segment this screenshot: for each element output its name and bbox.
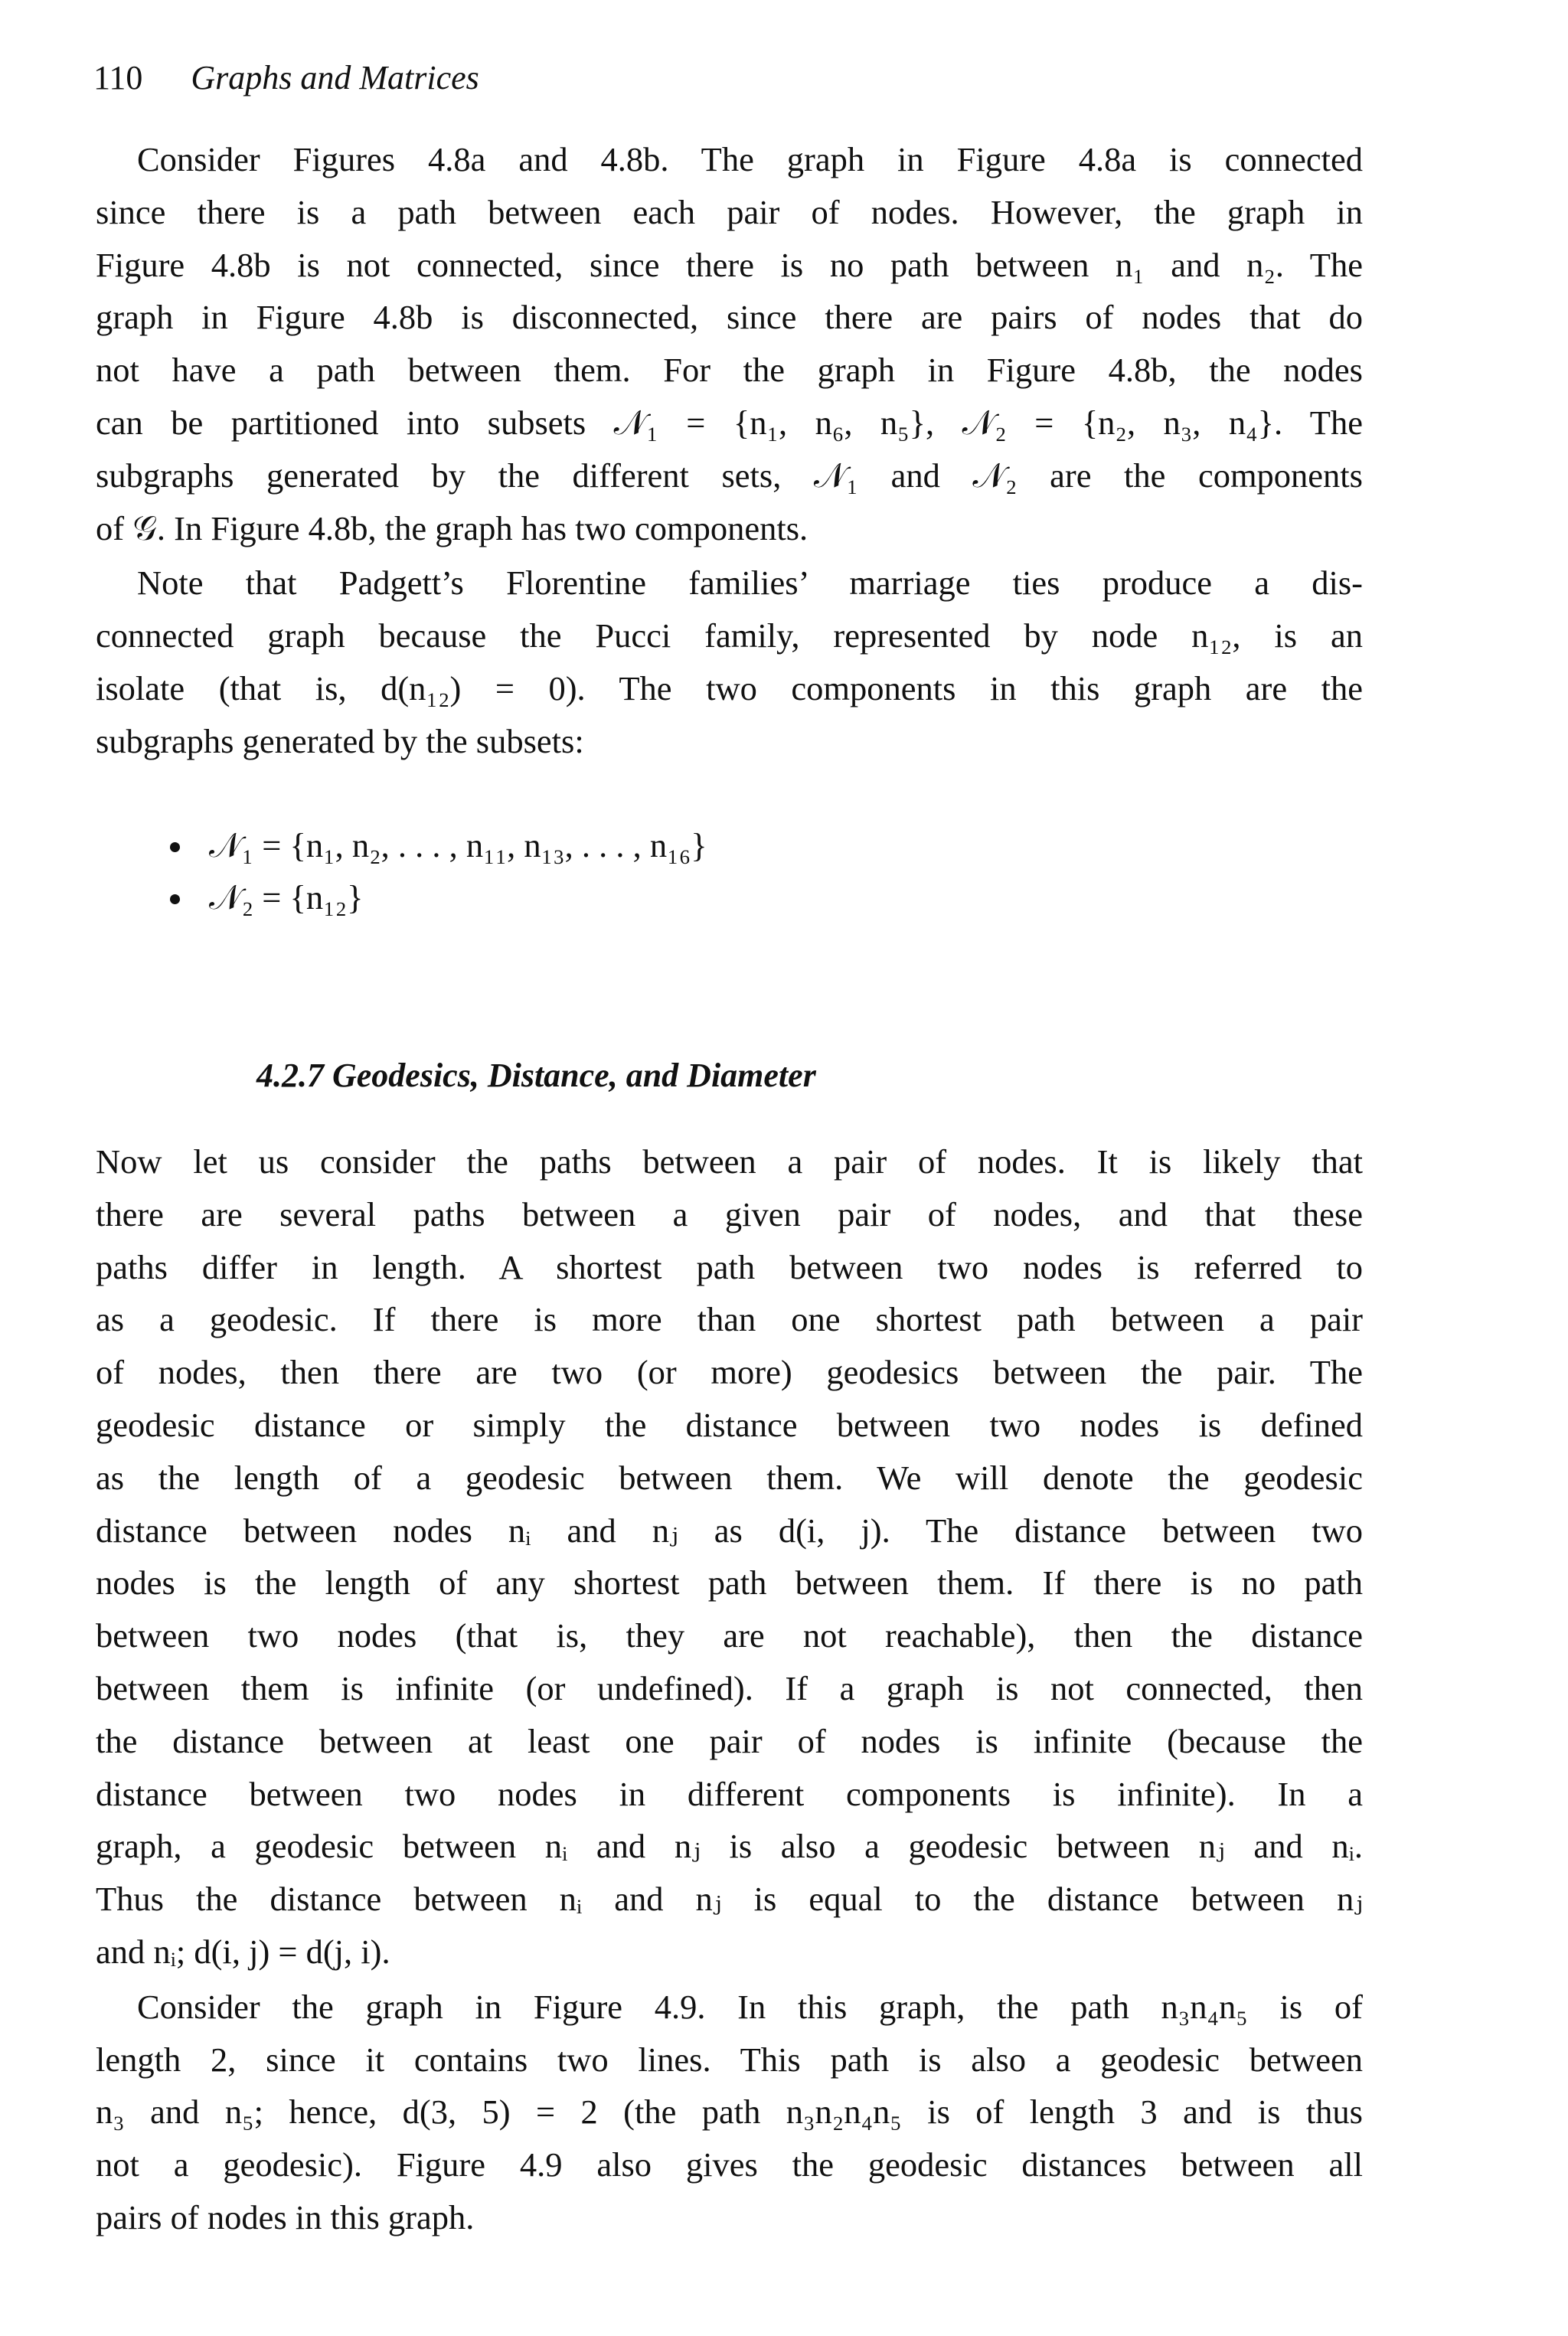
bullet-list-wrap <box>96 819 1363 923</box>
text-line: n₃ and n₅; hence, d(3, 5) = 2 (the path n₃n₂n₄n₅ is of length 3 and is thus <box>96 2093 1363 2132</box>
text-line: Now let us consider the paths between a pair of nodes. It is likely that <box>96 1142 1363 1181</box>
text-line: there are several paths between a given pair of nodes, and that these <box>96 1194 1363 1233</box>
text-line: pairs of nodes in this graph. <box>96 2197 475 2236</box>
text-line: Consider the graph in Figure 4.9. In this graph, the path n₃n₄n₅ is of <box>137 1987 1363 2026</box>
text-line: isolate (that is, d(n₁₂) = 0). The two components in this graph are the <box>96 668 1363 707</box>
paragraph <box>96 557 1363 767</box>
section-1-text <box>96 133 1363 768</box>
text-line: as the length of a geodesic between them. We will denote the geodesic <box>96 1458 1363 1497</box>
text-line: distance between two nodes in different components is infinite). In a <box>96 1774 1363 1813</box>
text-line: subgraphs generated by the subsets: <box>96 721 584 760</box>
paragraph <box>96 133 1363 554</box>
section-heading: 4.2.7 Geodesics, Distance, and Diameter <box>256 1057 816 1094</box>
text-line: not a geodesic). Figure 4.9 also gives the geodesic distances between all <box>96 2145 1363 2184</box>
text-line: between two nodes (that is, they are not reachable), then the distance <box>96 1616 1363 1655</box>
text-line: subgraphs generated by the different sets, 𝒩₁ and 𝒩₂ are the components <box>96 456 1363 495</box>
subset-bullet-list <box>96 819 1363 923</box>
text-line: as a geodesic. If there is more than one shortest path between a pair <box>96 1300 1363 1339</box>
text-line: between them is infinite (or undefined). If a graph is not connected, then <box>96 1668 1363 1707</box>
section-2-text <box>96 1135 1363 2244</box>
page-number: 110 <box>93 59 143 96</box>
text-line: Note that Padgett’s Florentine families’ marriage ties produce a dis- <box>137 564 1363 603</box>
text-line: graph, a geodesic between nᵢ and nⱼ is also a geodesic between nⱼ and nᵢ. <box>96 1827 1363 1866</box>
text-line: geodesic distance or simply the distance between two nodes is defined <box>96 1405 1363 1444</box>
list-item: 𝒩₁ = {n₁, n₂, . . . , n₁₁, n₁₃, . . . , n₁₆} <box>96 819 1363 871</box>
text-line: of nodes, then there are two (or more) geodesics between the pair. The <box>96 1353 1363 1392</box>
text-line: distance between nodes nᵢ and nⱼ as d(i, j). The distance between two <box>96 1511 1363 1550</box>
text-line: since there is a path between each pair of nodes. However, the graph in <box>96 192 1363 231</box>
text-line: nodes is the length of any shortest path between them. If there is no path <box>96 1563 1363 1603</box>
list-item: 𝒩₂ = {n₁₂} <box>96 871 1363 923</box>
text-line: not have a path between them. For the graph in Figure 4.8b, the nodes <box>96 351 1363 390</box>
text-line: of 𝒢. In Figure 4.8b, the graph has two components. <box>96 508 808 547</box>
text-line: connected graph because the Pucci family, represented by node n₁₂, is an <box>96 616 1363 655</box>
text-line: length 2, since it contains two lines. This path is also a geodesic between <box>96 2040 1363 2079</box>
text-line: graph in Figure 4.8b is disconnected, since there are pairs of nodes that do <box>96 298 1363 337</box>
running-header <box>93 55 479 101</box>
text-line: Figure 4.8b is not connected, since there is no path between n₁ and n₂. The <box>96 245 1363 284</box>
text-line: Consider Figures 4.8a and 4.8b. The graph in Figure 4.8a is connected <box>137 140 1363 178</box>
text-line: can be partitioned into subsets 𝒩₁ = {n₁, n₆, n₅}, 𝒩₂ = {n₂, n₃, n₄}. The <box>96 403 1363 442</box>
paragraph <box>96 1135 1363 1978</box>
text-line: Thus the distance between nᵢ and nⱼ is equal to the distance between nⱼ <box>96 1880 1363 1919</box>
running-title: Graphs and Matrices <box>191 59 479 96</box>
text-line: paths differ in length. A shortest path between two nodes is referred to <box>96 1247 1363 1286</box>
section-heading-wrap <box>96 1053 1363 1099</box>
text-line: and nᵢ; d(i, j) = d(j, i). <box>96 1932 390 1971</box>
paragraph <box>96 1981 1363 2244</box>
text-line: the distance between at least one pair of nodes is infinite (because the <box>96 1721 1363 1760</box>
